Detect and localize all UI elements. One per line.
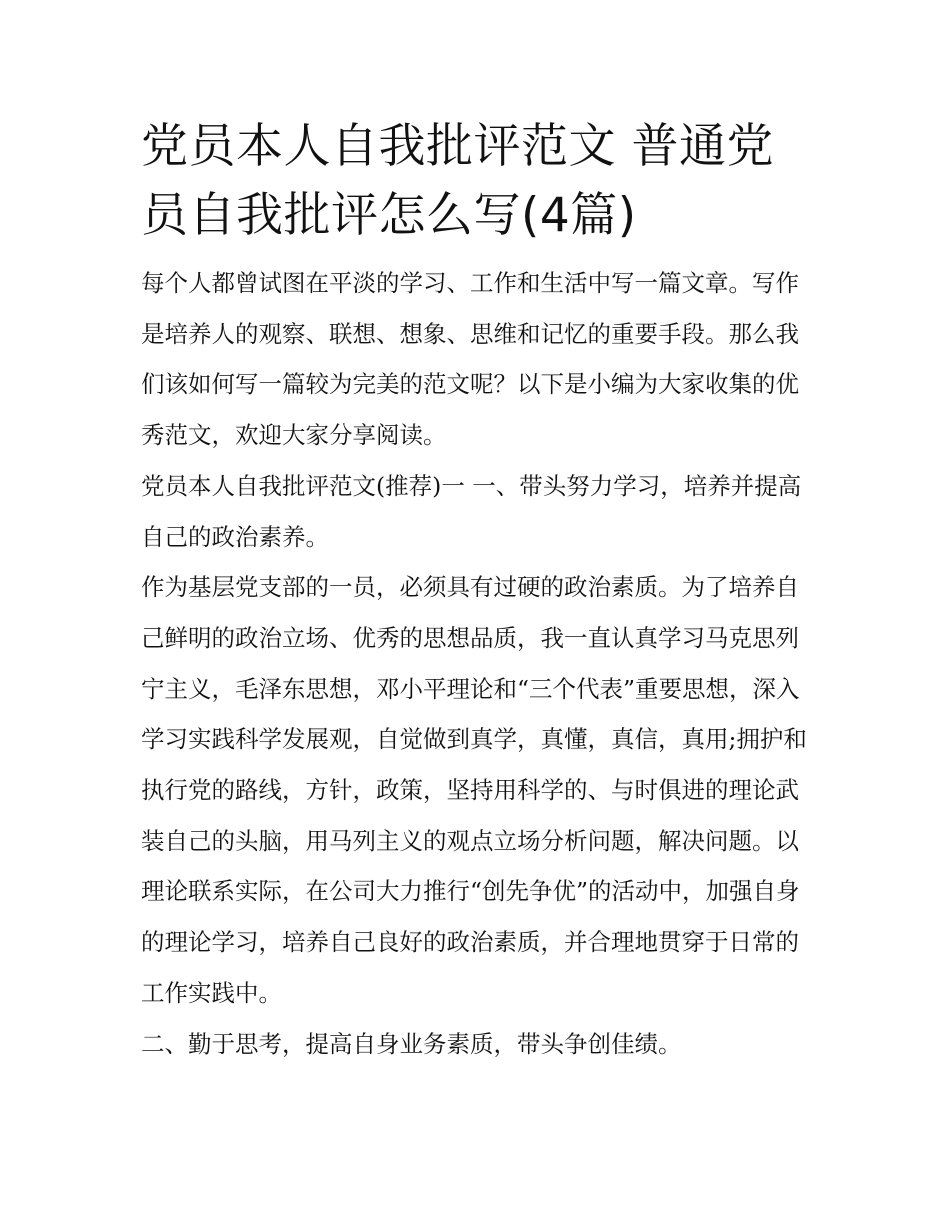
section-two-heading: 二、勤于思考，提高自身业务素质，带头争创佳绩。 — [141, 1029, 682, 1058]
intro-paragraph: 每个人都曾试图在平淡的学习、工作和生活中写一篇文章。写作是培养人的观察、联想、想象、思维和记忆的重要手段。那么我们该如何写一篇较为完美的范文呢？以下是小编为大家收集的优秀范文，欢迎大家分享阅读。 — [141, 269, 799, 450]
document-title: 党员本人自我批评范文 普通党员自我批评怎么写(4篇) — [141, 119, 774, 243]
section-heading-paragraph: 党员本人自我批评范文(推荐)一 一、带头努力学习，培养并提高自己的政治素养。 — [141, 471, 802, 551]
body-paragraph: 作为基层党支部的一员，必须具有过硬的政治素质。为了培养自己鲜明的政治立场、优秀的思想品质，我一直认真学习马克思列宁主义，毛泽东思想，邓小平理论和“三个代表”重要思想，深入学习实践科学发展观，自觉做到真学，真懂，真信，真用;拥护和执行党的路线，方针，政策，坚持用科学的、与时俱进的理论武装自己的头脑，用马列主义的观点立场分析问题，解决问题。以理论联系实际，在公司大力推行“创先争优”的活动中，加强自身的理论学习，培养自己良好的政治素质，并合理地贯穿于日常的工作实践中。 — [141, 573, 807, 1007]
document-body — [141, 112, 816, 1069]
